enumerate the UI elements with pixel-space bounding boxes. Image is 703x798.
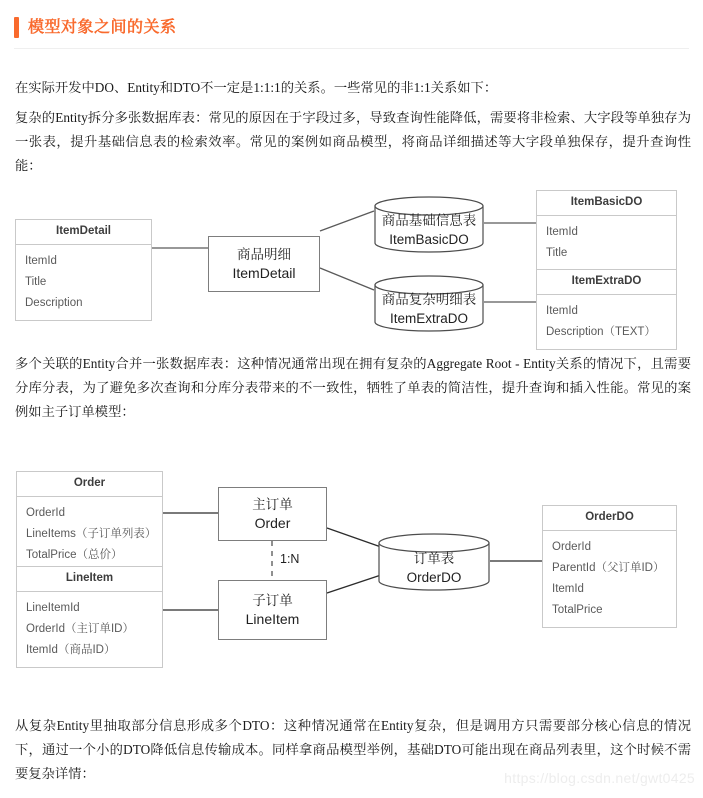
cylinder-label-en: ItemBasicDO bbox=[389, 232, 469, 247]
uml-class-fields bbox=[537, 295, 676, 349]
uml-class-title: LineItem bbox=[17, 567, 162, 592]
uml-field: LineItemId bbox=[26, 601, 80, 614]
uml-class-lineitem bbox=[16, 566, 163, 668]
diagram-item-split bbox=[0, 185, 703, 340]
cylinder-label bbox=[374, 210, 484, 250]
uml-class-fields bbox=[17, 497, 162, 572]
page-title: 模型对象之间的关系 bbox=[28, 18, 177, 36]
uml-class-itembasicdo bbox=[536, 190, 677, 271]
uml-class-fields bbox=[17, 592, 162, 667]
node-item-detail bbox=[208, 236, 320, 292]
paragraph-split-entity: 复杂的Entity拆分多张数据库表：常见的原因在于字段过多，导致查询性能降低，需要将非检索、大字段等单独存为一张表，提升基础信息表的检索效率。常见的案例如商品模型，将商品详细描述等大字段单独保存，提升查询性能： bbox=[15, 110, 691, 173]
diagram-order-merge bbox=[0, 462, 703, 667]
uml-field: Description（TEXT） bbox=[546, 325, 656, 338]
uml-class-order bbox=[16, 471, 163, 573]
node-sub-order bbox=[218, 580, 327, 640]
uml-field: OrderId（主订单ID） bbox=[26, 622, 134, 635]
uml-field: ItemId（商品ID） bbox=[26, 643, 116, 656]
cylinder-item-extra-table bbox=[374, 275, 484, 332]
uml-field: ItemId bbox=[25, 254, 57, 267]
uml-class-title: OrderDO bbox=[543, 506, 676, 531]
cylinder-label bbox=[374, 289, 484, 329]
paragraph-intro: 在实际开发中DO、Entity和DTO不一定是1:1:1的关系。一些常见的非1:1关系如下： bbox=[15, 80, 498, 95]
node-main-order bbox=[218, 487, 327, 541]
uml-class-fields bbox=[16, 245, 151, 320]
uml-field: Title bbox=[546, 246, 568, 259]
node-label-en: LineItem bbox=[245, 611, 300, 627]
uml-class-fields bbox=[543, 531, 676, 627]
node-label-en: Order bbox=[254, 515, 291, 531]
uml-class-title: ItemExtraDO bbox=[537, 270, 676, 295]
uml-class-fields bbox=[537, 216, 676, 270]
uml-field: ItemId bbox=[552, 582, 584, 595]
heading-accent-bar bbox=[14, 17, 19, 38]
uml-class-title: Order bbox=[17, 472, 162, 497]
cylinder-label-en: ItemExtraDO bbox=[389, 311, 468, 326]
cylinder-order-table bbox=[378, 533, 490, 591]
heading-divider bbox=[14, 48, 689, 49]
cylinder-label-cn: 商品复杂明细表 bbox=[381, 292, 477, 307]
uml-field: OrderId bbox=[26, 506, 65, 519]
uml-field: ItemId bbox=[546, 225, 578, 238]
uml-field: TotalPrice（总价） bbox=[26, 548, 123, 561]
uml-class-itemdetail bbox=[15, 219, 152, 321]
uml-class-itemextrado bbox=[536, 269, 677, 350]
node-label-cn: 子订单 bbox=[252, 593, 293, 608]
page-section-heading bbox=[14, 17, 177, 38]
cylinder-item-basic-table bbox=[374, 196, 484, 253]
uml-field: LineItems（子订单列表） bbox=[26, 527, 157, 540]
uml-class-orderdo bbox=[542, 505, 677, 628]
uml-field: Title bbox=[25, 275, 47, 288]
uml-field: TotalPrice bbox=[552, 603, 603, 616]
uml-field: OrderId bbox=[552, 540, 591, 553]
relation-label-1n: 1:N bbox=[280, 552, 300, 566]
uml-field: Description bbox=[25, 296, 83, 309]
cylinder-label-cn: 商品基础信息表 bbox=[381, 213, 477, 228]
node-label-cn: 商品明细 bbox=[237, 247, 291, 262]
cylinder-label-en: OrderDO bbox=[406, 570, 462, 585]
uml-class-title: ItemDetail bbox=[16, 220, 151, 245]
paragraph-extract-dto: 从复杂Entity里抽取部分信息形成多个DTO：这种情况通常在Entity复杂，但是调用方只需要部分核心信息的情况下，通过一个小的DTO降低信息传输成本。同样拿商品模型举例，基础DTO可能出现在商品列表里，这个时候不需要复杂详情： bbox=[15, 718, 691, 781]
cylinder-label bbox=[378, 548, 490, 588]
csdn-watermark: https://blog.csdn.net/gwt0425 bbox=[504, 770, 695, 786]
node-label-cn: 主订单 bbox=[252, 497, 293, 512]
uml-field: ItemId bbox=[546, 304, 578, 317]
paragraph-merge-entity: 多个关联的Entity合并一张数据库表：这种情况通常出现在拥有复杂的Aggregate Root - Entity关系的情况下，且需要分库分表，为了避免多次查询和分库分表带来的不一致性，牺牲了单表的简洁性，提升查询和插入性能。常见的案例如主子订单模型： bbox=[15, 356, 691, 419]
cylinder-label-cn: 订单表 bbox=[413, 551, 455, 566]
uml-field: ParentId（父订单ID） bbox=[552, 561, 665, 574]
node-label-en: ItemDetail bbox=[232, 265, 296, 281]
uml-class-title: ItemBasicDO bbox=[537, 191, 676, 216]
